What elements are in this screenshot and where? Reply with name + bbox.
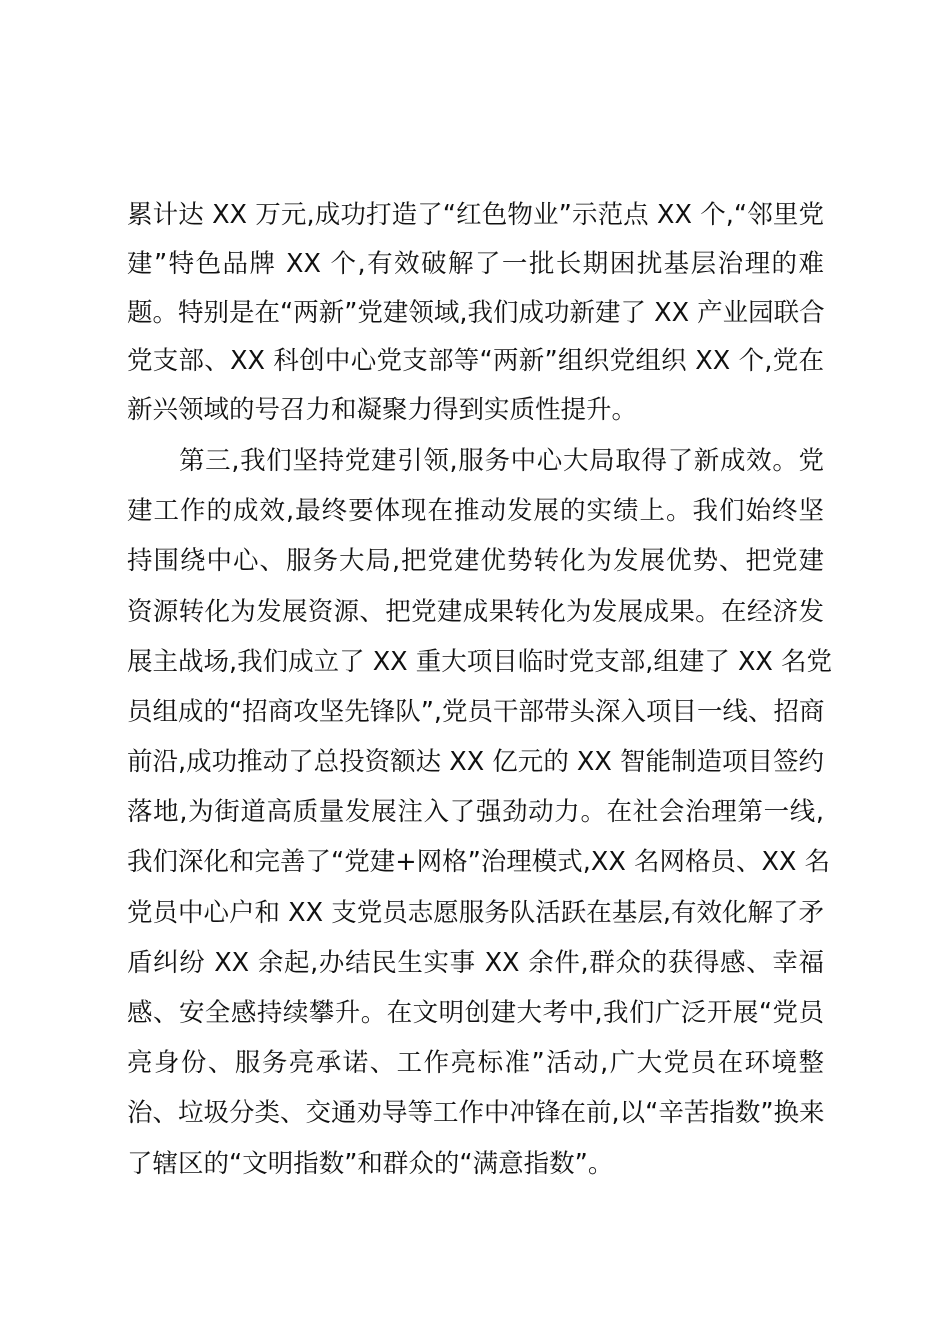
text-line: 前沿,成功推动了总投资额达 XX 亿元的 XX 智能制造项目签约 [127, 747, 824, 778]
paragraph [127, 193, 824, 437]
text-line: 建工作的成效,最终要体现在推动发展的实绩上。我们始终坚 [127, 496, 824, 527]
paragraph [127, 439, 833, 1192]
text-line: 我们深化和完善了“党建+网格”治理模式,XX 名网格员、XX 名 [127, 847, 830, 878]
text-line: 持围绕中心、服务大局,把党建优势转化为发展优势、把党建 [127, 546, 824, 577]
text-line: 感、安全感持续攀升。在文明创建大考中,我们广泛开展“党员 [127, 998, 824, 1029]
text-line: 题。特别是在“两新”党建领域,我们成功新建了 XX 产业园联合 [127, 297, 825, 328]
text-line: 盾纠纷 XX 余起,办结民生实事 XX 余件,群众的获得感、幸福 [127, 947, 824, 978]
text-line: 党员中心户和 XX 支党员志愿服务队活跃在基层,有效化解了矛 [127, 897, 824, 928]
text-line: 展主战场,我们成立了 XX 重大项目临时党支部,组建了 XX 名党 [127, 646, 833, 677]
text-line: 累计达 XX 万元,成功打造了“红色物业”示范点 XX 个,“邻里党 [127, 200, 824, 230]
text-line: 落地,为街道高质量发展注入了强劲动力。在社会治理第一线, [127, 797, 824, 828]
text-line: 了辖区的“文明指数”和群众的“满意指数”。 [127, 1148, 614, 1179]
text-line: 第三,我们坚持党建引领,服务中心大局取得了新成效。党 [179, 445, 824, 476]
text-line: 亮身份、服务亮承诺、工作亮标准”活动,广大党员在环境整 [127, 1048, 824, 1079]
document-page [127, 193, 833, 1192]
text-line: 员组成的“招商攻坚先锋队”,党员干部带头深入项目一线、招商 [127, 696, 825, 727]
text-line: 资源转化为发展资源、把党建成果转化为发展成果。在经济发 [127, 596, 824, 627]
text-line: 治、垃圾分类、交通劝导等工作中冲锋在前,以“辛苦指数”换来 [127, 1098, 825, 1129]
text-line: 党支部、XX 科创中心党支部等“两新”组织党组织 XX 个,党在 [127, 346, 824, 377]
text-line: 新兴领域的号召力和凝聚力得到实质性提升。 [127, 395, 638, 426]
text-line: 建”特色品牌 XX 个,有效破解了一批长期困扰基层治理的难 [127, 248, 824, 279]
